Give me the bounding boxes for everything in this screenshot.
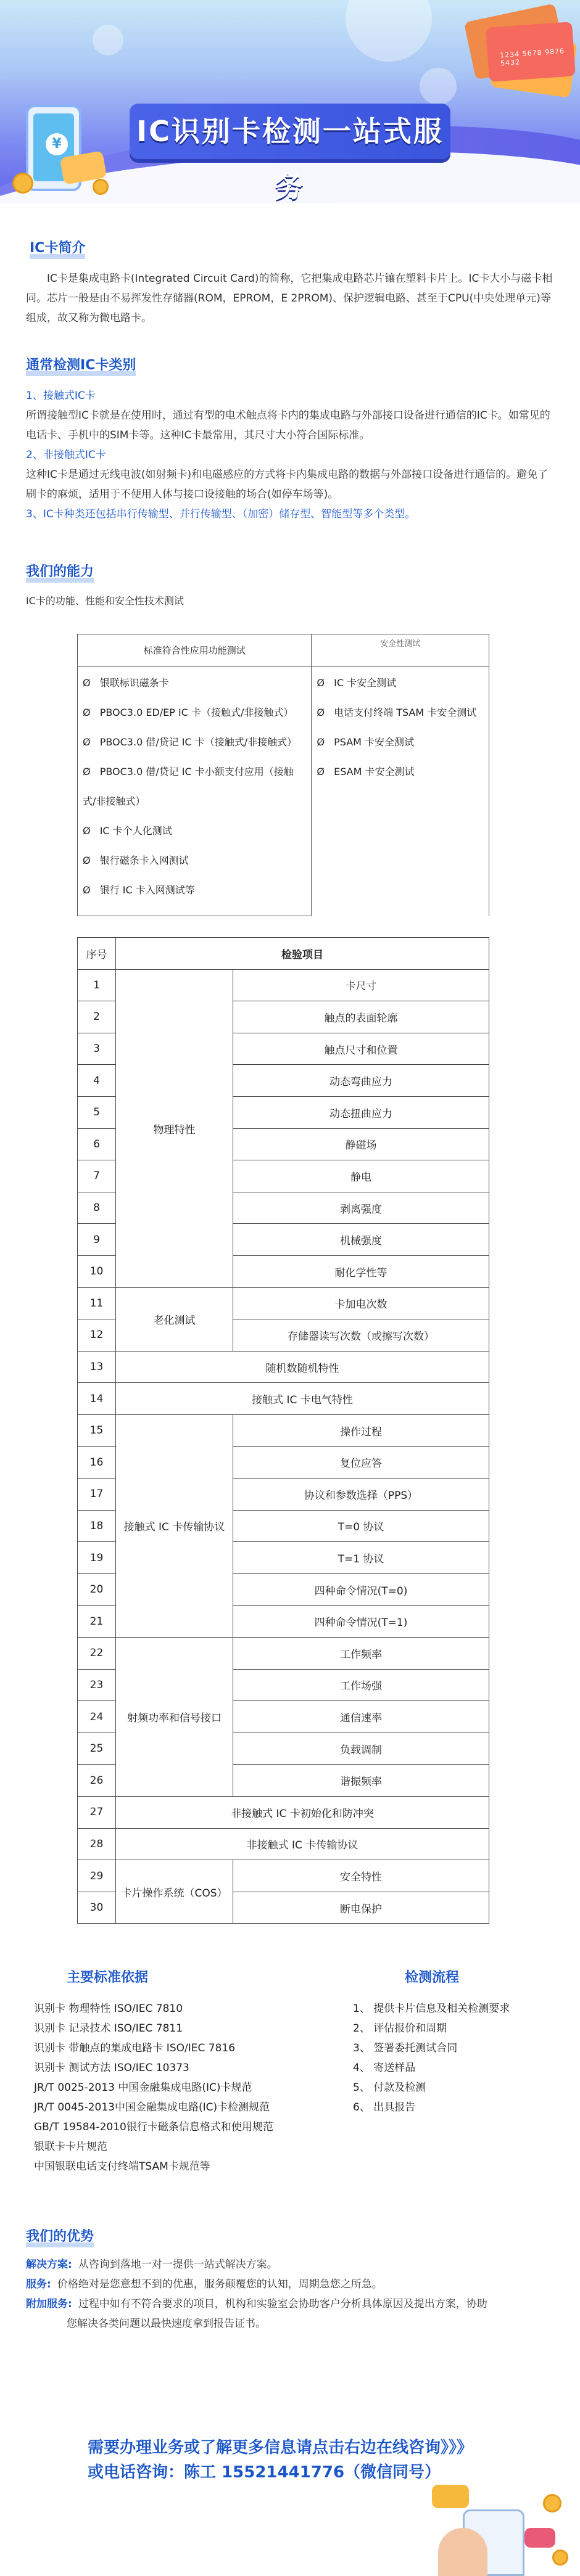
abilities-left-item [83,761,306,782]
test-item: 协议和参数选择（PPS） [233,1479,489,1511]
row-number: 7 [78,1160,116,1192]
test-item: 安全特性 [233,1860,489,1892]
type1-title: 1、接触式IC卡 [26,390,96,402]
test-item: T=0 协议 [233,1510,489,1542]
process-step: 4、 寄送样品 [353,2062,416,2074]
test-category: 物理特性 [116,969,233,1287]
advantages-heading: 我们的优势 [26,2226,94,2246]
intro-heading-wrap [30,237,580,258]
test-item: 非接触式 IC 卡初始化和防冲突 [116,1797,489,1829]
abilities-section [0,561,580,611]
row-number: 20 [78,1573,116,1606]
test-item: 断电保护 [233,1892,489,1924]
types-body [26,386,554,524]
intro-section [0,237,580,328]
row-number: 22 [78,1638,116,1670]
abilities-left-item [83,791,306,812]
process-heading-wrap [405,1967,459,1987]
bullet-icon: Ø [83,766,94,777]
row-number: 30 [78,1892,116,1924]
advantage-text: 从咨询到落地一对一提供一站式解决方案。 [78,2258,278,2271]
bullet-icon: Ø [317,766,328,777]
test-item: 谐振频率 [233,1765,489,1797]
test-item: 存储器读写次数（或擦写次数） [233,1319,489,1352]
standard-item: GB/T 19584-2010银行卡磁条信息格式和使用规范 [34,2121,273,2133]
standard-item: 识别卡 测试方法 ISO/IEC 10373 [34,2062,189,2074]
standard-item: 识别卡 物理特性 ISO/IEC 7810 [34,2003,183,2015]
coin-icon [543,2494,561,2512]
row-number: 28 [78,1828,116,1860]
contact-section [0,2435,580,2576]
test-item: 负载调制 [233,1733,489,1765]
contact-phone[interactable]: 或电话咨询：陈工 15521441776（微信同号） [88,2463,441,2482]
abilities-col-left: 标准符合性应用功能测试 [78,634,312,667]
standard-item: JR/T 0025-2013 中国金融集成电路(IC)卡规范 [34,2082,252,2094]
test-category: 卡片操作系统（COS） [116,1860,233,1924]
bullet-icon: Ø [83,825,94,837]
row-number: 18 [78,1510,116,1542]
bullet-icon: Ø [83,736,94,748]
test-item: 静电 [233,1160,489,1192]
abilities-heading: 我们的能力 [26,561,94,581]
col-header-no: 序号 [78,938,116,970]
advantages-list [26,2255,554,2314]
test-item: 触点尺寸和位置 [233,1033,489,1065]
coin-icon [552,2549,568,2566]
row-number: 4 [78,1065,116,1097]
test-items-table [77,937,489,1924]
standards-heading: 主要标准依据 [67,1967,148,1987]
test-item: 非接触式 IC 卡传输协议 [116,1828,489,1860]
row-number: 1 [78,969,116,1001]
abilities-left-text: 式/非接触式） [83,795,146,807]
abilities-left-text: 银联标识磁条卡 [99,677,169,689]
intro-heading: IC卡简介 [30,237,85,258]
test-item: 四种命令情况(T=1) [233,1606,489,1638]
abilities-right-cell [312,667,489,916]
row-number: 8 [78,1192,116,1224]
banner-title: IC识别卡检测一站式服务 [136,115,444,203]
table-row [78,1860,489,1892]
decor-circle [346,0,432,62]
abilities-left-item [83,850,306,871]
standards-heading-wrap [67,1967,148,1987]
col-header-item: 检验项目 [116,938,489,970]
table-row [78,1828,489,1860]
coin-icon [12,173,33,194]
bullet-icon: Ø [83,884,94,896]
abilities-left-item [83,673,306,694]
test-item: 剥离强度 [233,1192,489,1224]
type3-text: 3、IC卡种类还包括串行传输型、并行传输型、（加密）储存型、智能型等多个类型。 [26,508,416,520]
test-category: 老化测试 [116,1287,233,1351]
standard-item: 识别卡 带触点的集成电路卡 ISO/IEC 7816 [34,2042,236,2054]
bullet-icon: Ø [83,855,94,866]
abilities-left-cell [78,667,312,916]
test-category: 射频功率和信号接口 [116,1638,233,1797]
advantages-section [0,2226,580,2334]
test-item: 耐化学性等 [233,1255,489,1287]
row-number: 6 [78,1128,116,1160]
advantage-label: 服务: [26,2278,51,2291]
row-number: 17 [78,1479,116,1511]
row-number: 2 [78,1001,116,1033]
row-number: 5 [78,1096,116,1128]
test-category: 接触式 IC 卡传输协议 [116,1414,233,1637]
abilities-right-text: ESAM 卡安全测试 [334,766,415,777]
advantage-row [26,2275,554,2294]
standard-item: 识别卡 记录技术 ISO/IEC 7811 [34,2022,183,2035]
test-item: 复位应答 [233,1446,489,1479]
advantage-label: 附加服务: [26,2298,72,2310]
abilities-right-item [317,673,484,694]
standard-item: 中国银联电话支付终端TSAM卡规范等 [34,2160,210,2173]
abilities-right-text: 电话支付终端 TSAM 卡安全测试 [334,707,477,718]
hero-banner [0,0,580,203]
credit-card-icon [432,2485,469,2508]
test-item: 工作频率 [233,1638,489,1670]
type2-title: 2、非接触式IC卡 [26,449,106,461]
advantage-label: 解决方案: [26,2258,72,2271]
abilities-left-list [83,673,306,901]
abilities-right-text: PSAM 卡安全测试 [334,736,415,748]
row-number: 9 [78,1224,116,1256]
row-number: 24 [78,1701,116,1733]
row-number: 3 [78,1033,116,1065]
bullet-icon: Ø [317,707,328,718]
table-row [78,1287,489,1319]
table-row [78,1383,489,1415]
process-heading: 检测流程 [405,1967,459,1987]
standard-item: 银联卡卡片规范 [34,2141,107,2153]
advantages-continuation: 您解决各类问题以最快速度拿到报告证书。 [67,2318,266,2330]
advantage-row [26,2255,554,2275]
abilities-right-list [317,673,484,782]
row-number: 29 [78,1860,116,1892]
test-item: 随机数随机特性 [116,1351,489,1383]
bullet-icon: Ø [83,677,94,689]
row-number: 14 [78,1383,116,1415]
test-item: 卡尺寸 [233,969,489,1001]
test-item: 静磁场 [233,1128,489,1160]
coin-icon [93,179,109,195]
test-item: 机械强度 [233,1224,489,1256]
abilities-left-text: 银行磁条卡入网测试 [99,855,189,866]
banner-title-box [130,104,450,203]
row-number: 16 [78,1446,116,1479]
abilities-heading-wrap [26,561,580,581]
abilities-right-text: IC 卡安全测试 [334,677,397,689]
abilities-right-item [317,732,484,753]
row-number: 11 [78,1287,116,1319]
row-number: 21 [78,1606,116,1638]
row-number: 25 [78,1733,116,1765]
test-item: 接触式 IC 卡电气特性 [116,1383,489,1415]
test-item: 触点的表面轮廓 [233,1001,489,1033]
process-step: 2、 评估报价和周期 [353,2022,447,2035]
row-number: 19 [78,1542,116,1574]
advantage-text: 过程中如有不符合要求的项目，机构和实验室会协助客户分析具体原因及提出方案，协助 [78,2298,487,2310]
abilities-table [77,634,489,916]
abilities-lead: IC卡的功能、性能和安全性技术测试 [26,595,184,607]
abilities-left-text: PBOC3.0 借/贷记 IC 卡（接触式/非接触式） [99,736,297,748]
test-item: 操作过程 [233,1414,489,1446]
types-heading: 通常检测IC卡类别 [26,355,136,375]
table-row [78,1797,489,1829]
card-number-text: 1234 5678 9876 5432 [499,47,565,68]
test-item: 四种命令情况(T=0) [233,1573,489,1606]
yen-icon: ¥ [46,133,68,155]
bullet-icon: Ø [317,677,328,689]
row-number: 12 [78,1319,116,1352]
test-item: 卡加电次数 [233,1287,489,1319]
type1-text: 所谓接触型IC卡就是在使用时，通过有型的电术触点将卡内的集成电路与外部接口设备进行通信的IC卡。如常见的电话卡、手机中的SIM卡等。这种IC卡最常用，其尺寸大小符合国际标准。 [26,409,550,441]
abilities-col-right: 安全性测试 [312,634,489,667]
row-number: 27 [78,1797,116,1829]
test-item: 动态弯曲应力 [233,1065,489,1097]
abilities-right-item [317,702,484,723]
contact-online-link[interactable]: 需要办理业务或了解更多信息请点击右边在线咨询》》》 [88,2439,473,2457]
decor-circle [93,25,123,55]
process-step: 3、 签署委托测试合同 [353,2042,458,2054]
type2-text: 这种IC卡是通过无线电波(如射频卡)和电磁感应的方式将卡内集成电路的数据与外部接口设备进行通信的。避免了刷卡的麻烦，适用于不便用人体与接口设接触的场合(如停车场等)。 [26,469,549,501]
hand-icon [438,2528,487,2576]
row-number: 13 [78,1351,116,1383]
test-table-section [0,937,580,1924]
table-row [78,1638,489,1670]
types-section [0,355,580,524]
test-item: 工作场强 [233,1669,489,1701]
intro-paragraph: IC卡是集成电路卡(Integrated Circuit Card)的简称，它把集成电路芯片镶在塑料卡片上。IC卡大小与磁卡相同。芯片一般是由不易挥发性存储器(ROM，EPROM，E 2PROM)、保护逻辑电路、甚至于CPU(中央处理单元)等组成，故又称为微电路卡。 [26,273,553,324]
table-row [78,969,489,1001]
row-number: 10 [78,1255,116,1287]
test-item: 动态扭曲应力 [233,1096,489,1128]
abilities-left-text: 银行 IC 卡入网测试等 [99,884,195,896]
abilities-right-item [317,761,484,782]
standard-item: JR/T 0045-2013中国金融集成电路(IC)卡检测规范 [34,2101,270,2114]
decor-circle [420,68,457,105]
bullet-icon: Ø [83,707,94,718]
abilities-left-text: IC 卡个人化测试 [99,825,172,837]
table-row [78,1351,489,1383]
abilities-left-item [83,732,306,753]
advantage-text: 价格绝对是您意想不到的优惠，服务颠覆您的认知，周期急您之所急。 [57,2278,383,2291]
abilities-left-text: PBOC3.0 借/贷记 IC 卡小额支付应用（接触 [99,766,294,777]
test-item: T=1 协议 [233,1542,489,1574]
row-number: 15 [78,1414,116,1446]
process-list [353,1999,563,2117]
types-heading-wrap [26,355,580,375]
test-item: 通信速率 [233,1701,489,1733]
abilities-left-item [83,702,306,723]
bullet-icon: Ø [317,736,328,748]
abilities-left-item [83,821,306,842]
process-step: 5、 付款及检测 [353,2082,426,2094]
advantage-row [26,2294,554,2314]
abilities-left-item [83,880,306,901]
process-step: 6、 出具报告 [353,2101,416,2114]
credit-card-icon [524,2528,555,2548]
table-row [78,1414,489,1446]
abilities-table-section [0,634,580,911]
credit-card-icon [486,22,576,82]
row-number: 23 [78,1669,116,1701]
abilities-left-text: PBOC3.0 ED/EP IC 卡（接触式/非接触式） [99,707,294,718]
advantages-heading-wrap [26,2226,580,2246]
row-number: 26 [78,1765,116,1797]
standards-list [34,1999,318,2176]
process-step: 1、 提供卡片信息及相关检测要求 [353,2003,510,2015]
